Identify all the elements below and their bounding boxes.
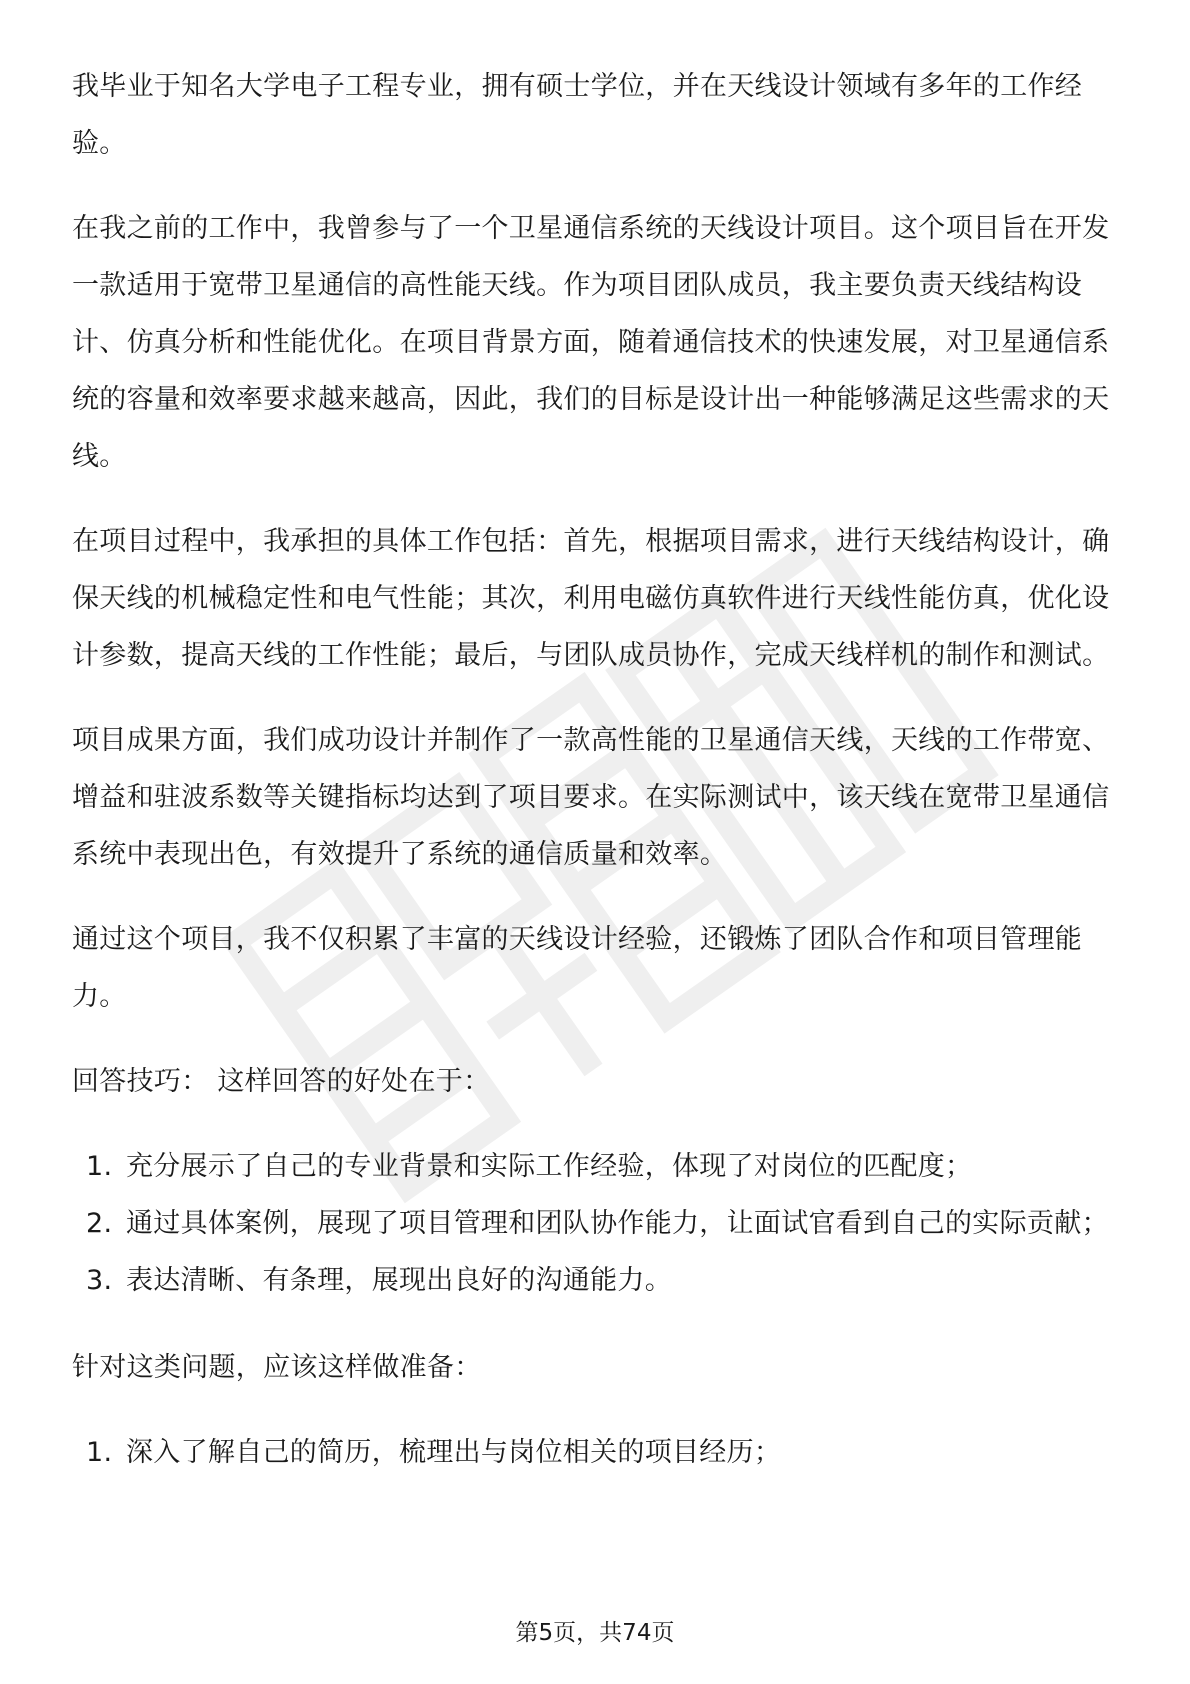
paragraph-project-background: 在我之前的工作中，我曾参与了一个卫星通信系统的天线设计项目。这个项目旨在开发一款适用于宽带卫星通信的高性能天线。作为项目团队成员，我主要负责天线结构设计、仿真分析和性能优化。在项目背景方面，随着通信技术的快速发展，对卫星通信系统的容量和效率要求越来越高，因此，我们的目标是设计出一种能够满足这些需求的天线。: [72, 213, 1110, 472]
preparation-heading: 针对这类问题，应该这样做准备：: [72, 1352, 482, 1383]
answer-tips-heading: 回答技巧： 这样回答的好处在于：: [72, 1066, 491, 1097]
list-number: 2.: [86, 1208, 113, 1239]
paragraph-education: 我毕业于知名大学电子工程专业，拥有硕士学位，并在天线设计领域有多年的工作经验。: [72, 71, 1083, 159]
preparation-list: [72, 1424, 1122, 1481]
list-item: [72, 1138, 1122, 1195]
document-body: [72, 58, 1122, 1511]
tips-list: [72, 1138, 1122, 1309]
list-text: 充分展示了自己的专业背景和实际工作经验，体现了对岗位的匹配度；: [126, 1151, 973, 1182]
list-item: [72, 1424, 1122, 1481]
list-number: 3.: [86, 1265, 113, 1296]
list-item: [72, 1195, 1122, 1252]
list-number: 1.: [86, 1437, 113, 1468]
paragraph-project-work: 在项目过程中，我承担的具体工作包括：首先，根据项目需求，进行天线结构设计，确保天线的机械稳定性和电气性能；其次，利用电磁仿真软件进行天线性能仿真，优化设计参数，提高天线的工作性能；最后，与团队成员协作，完成天线样机的制作和测试。: [72, 526, 1110, 671]
list-text: 通过具体案例，展现了项目管理和团队协作能力，让面试官看到自己的实际贡献；: [126, 1208, 1109, 1239]
page-footer: 第5页，共74页: [515, 1620, 675, 1646]
list-text: 深入了解自己的简历，梳理出与岗位相关的项目经历；: [126, 1437, 782, 1468]
list-item: [72, 1252, 1122, 1309]
paragraph-project-results: 项目成果方面，我们成功设计并制作了一款高性能的卫星通信天线，天线的工作带宽、增益和驻波系数等关键指标均达到了项目要求。在实际测试中，该天线在宽带卫星通信系统中表现出色，有效提升了系统的通信质量和效率。: [72, 725, 1110, 870]
list-number: 1.: [86, 1151, 113, 1182]
paragraph-summary: 通过这个项目，我不仅积累了丰富的天线设计经验，还锻炼了团队合作和项目管理能力。: [72, 924, 1083, 1012]
list-text: 表达清晰、有条理，展现出良好的沟通能力。: [126, 1265, 672, 1296]
